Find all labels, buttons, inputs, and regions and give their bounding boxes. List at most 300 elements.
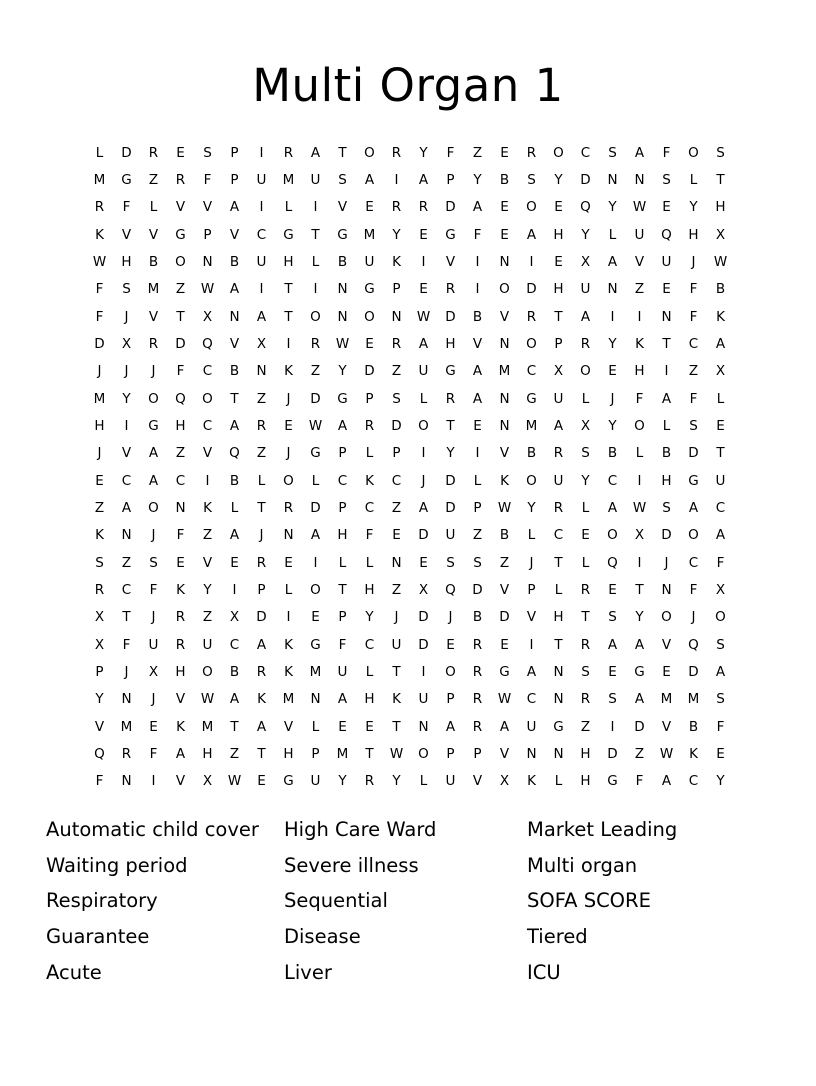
grid-cell[interactable]: C: [391, 472, 402, 489]
grid-cell[interactable]: M: [93, 171, 106, 188]
grid-cell[interactable]: R: [283, 500, 294, 516]
grid-cell[interactable]: Z: [94, 500, 105, 516]
grid-cell[interactable]: A: [310, 144, 321, 161]
grid-cell[interactable]: V: [283, 718, 294, 735]
grid-cell[interactable]: N: [499, 335, 510, 352]
grid-cell[interactable]: Z: [256, 390, 267, 407]
grid-cell[interactable]: F: [203, 171, 212, 188]
grid-cell[interactable]: H: [337, 527, 348, 544]
grid-cell[interactable]: E: [500, 144, 509, 161]
grid-cell[interactable]: G: [310, 636, 321, 653]
grid-cell[interactable]: A: [634, 691, 645, 708]
word-list-item[interactable]: High Care Ward: [284, 817, 437, 841]
grid-cell[interactable]: U: [634, 226, 645, 243]
grid-cell[interactable]: E: [473, 417, 482, 434]
grid-cell[interactable]: G: [283, 226, 294, 243]
grid-cell[interactable]: K: [284, 363, 293, 380]
grid-cell[interactable]: Y: [608, 417, 617, 434]
grid-cell[interactable]: D: [661, 527, 672, 544]
grid-cell[interactable]: L: [284, 199, 293, 216]
grid-cell[interactable]: O: [715, 609, 726, 626]
grid-cell[interactable]: R: [121, 746, 132, 763]
grid-cell[interactable]: X: [202, 773, 213, 790]
grid-cell[interactable]: E: [662, 664, 671, 681]
grid-cell[interactable]: S: [95, 554, 104, 571]
grid-cell[interactable]: N: [418, 718, 429, 735]
grid-cell[interactable]: V: [499, 582, 510, 599]
grid-cell[interactable]: A: [445, 718, 456, 735]
grid-cell[interactable]: V: [472, 773, 483, 790]
grid-cell[interactable]: E: [662, 281, 671, 298]
grid-cell[interactable]: S: [716, 691, 725, 708]
grid-cell[interactable]: Z: [310, 363, 321, 380]
grid-cell[interactable]: C: [526, 363, 537, 380]
grid-cell[interactable]: K: [365, 472, 374, 489]
grid-cell[interactable]: J: [286, 390, 291, 407]
grid-cell[interactable]: K: [635, 335, 644, 352]
grid-cell[interactable]: W: [92, 253, 107, 270]
grid-cell[interactable]: V: [175, 199, 186, 216]
grid-cell[interactable]: E: [365, 199, 374, 216]
grid-cell[interactable]: B: [499, 171, 510, 188]
grid-cell[interactable]: I: [475, 253, 480, 270]
grid-cell[interactable]: Y: [716, 773, 725, 790]
grid-cell[interactable]: V: [148, 308, 159, 325]
grid-cell[interactable]: N: [553, 691, 564, 708]
grid-cell[interactable]: I: [394, 171, 399, 188]
grid-cell[interactable]: L: [554, 582, 563, 599]
grid-cell[interactable]: G: [553, 718, 564, 735]
grid-cell[interactable]: O: [148, 390, 159, 407]
grid-cell[interactable]: H: [283, 746, 294, 763]
grid-cell[interactable]: B: [661, 445, 672, 462]
grid-cell[interactable]: Y: [608, 335, 617, 352]
grid-cell[interactable]: Y: [527, 500, 536, 516]
grid-cell[interactable]: N: [634, 171, 645, 188]
grid-cell[interactable]: J: [610, 390, 615, 407]
grid-cell[interactable]: R: [148, 144, 159, 161]
grid-cell[interactable]: Z: [121, 554, 132, 571]
grid-cell[interactable]: T: [284, 281, 293, 298]
grid-cell[interactable]: E: [554, 199, 563, 216]
grid-cell[interactable]: F: [446, 144, 455, 161]
grid-cell[interactable]: S: [608, 691, 617, 708]
grid-cell[interactable]: F: [473, 226, 482, 243]
grid-cell[interactable]: Y: [419, 144, 428, 161]
grid-cell[interactable]: M: [687, 691, 700, 708]
grid-cell[interactable]: V: [472, 335, 483, 352]
grid-cell[interactable]: K: [689, 746, 698, 763]
grid-cell[interactable]: X: [580, 417, 591, 434]
grid-cell[interactable]: C: [202, 417, 213, 434]
grid-cell[interactable]: C: [580, 144, 591, 161]
word-list-item[interactable]: SOFA SCORE: [527, 889, 651, 913]
grid-cell[interactable]: K: [284, 636, 293, 653]
grid-cell[interactable]: M: [120, 718, 133, 735]
grid-cell[interactable]: G: [283, 773, 294, 790]
grid-cell[interactable]: I: [124, 417, 129, 434]
grid-cell[interactable]: J: [259, 527, 264, 544]
grid-cell[interactable]: R: [148, 335, 159, 352]
grid-cell[interactable]: A: [256, 308, 267, 325]
grid-cell[interactable]: I: [286, 609, 291, 626]
grid-cell[interactable]: B: [688, 718, 699, 735]
grid-cell[interactable]: L: [149, 199, 158, 216]
grid-cell[interactable]: Y: [446, 445, 455, 462]
grid-cell[interactable]: S: [662, 500, 671, 516]
grid-cell[interactable]: C: [364, 500, 375, 516]
grid-cell[interactable]: H: [661, 472, 672, 489]
grid-cell[interactable]: U: [256, 253, 267, 270]
grid-cell[interactable]: L: [365, 664, 374, 681]
grid-cell[interactable]: X: [202, 308, 213, 325]
grid-cell[interactable]: A: [634, 636, 645, 653]
grid-cell[interactable]: P: [203, 226, 212, 243]
grid-cell[interactable]: P: [365, 390, 374, 407]
grid-cell[interactable]: A: [337, 417, 348, 434]
grid-cell[interactable]: Y: [635, 609, 644, 626]
grid-cell[interactable]: W: [497, 500, 512, 516]
grid-cell[interactable]: R: [472, 636, 483, 653]
grid-cell[interactable]: I: [529, 636, 534, 653]
grid-cell[interactable]: O: [310, 582, 321, 599]
grid-cell[interactable]: R: [256, 664, 267, 681]
grid-cell[interactable]: I: [637, 554, 642, 571]
grid-cell[interactable]: C: [688, 335, 699, 352]
grid-cell[interactable]: D: [418, 527, 429, 544]
grid-cell[interactable]: I: [664, 363, 669, 380]
grid-cell[interactable]: D: [445, 500, 456, 516]
grid-cell[interactable]: O: [364, 144, 375, 161]
grid-cell[interactable]: J: [691, 609, 696, 626]
grid-cell[interactable]: F: [122, 199, 131, 216]
grid-cell[interactable]: C: [121, 472, 132, 489]
grid-cell[interactable]: F: [662, 144, 671, 161]
grid-cell[interactable]: C: [121, 582, 132, 599]
word-list-item[interactable]: Market Leading: [527, 817, 678, 841]
grid-cell[interactable]: M: [147, 281, 160, 298]
grid-cell[interactable]: N: [337, 308, 348, 325]
grid-cell[interactable]: V: [175, 773, 186, 790]
grid-cell[interactable]: E: [716, 746, 725, 763]
grid-cell[interactable]: Y: [581, 472, 590, 489]
grid-cell[interactable]: U: [310, 773, 321, 790]
grid-cell[interactable]: Z: [175, 445, 186, 462]
grid-cell[interactable]: P: [392, 281, 401, 298]
grid-cell[interactable]: G: [310, 445, 321, 462]
grid-cell[interactable]: E: [365, 718, 374, 735]
grid-cell[interactable]: T: [284, 308, 293, 325]
grid-cell[interactable]: I: [610, 308, 615, 325]
grid-cell[interactable]: C: [175, 472, 186, 489]
grid-cell[interactable]: A: [310, 527, 321, 544]
grid-cell[interactable]: U: [526, 718, 537, 735]
grid-cell[interactable]: T: [122, 609, 131, 626]
grid-cell[interactable]: T: [554, 308, 563, 325]
grid-cell[interactable]: F: [365, 527, 374, 544]
grid-cell[interactable]: R: [580, 691, 591, 708]
grid-cell[interactable]: M: [309, 664, 322, 681]
word-list-item[interactable]: Respiratory: [46, 889, 158, 913]
grid-cell[interactable]: U: [715, 472, 726, 489]
grid-cell[interactable]: R: [283, 144, 294, 161]
grid-cell[interactable]: J: [421, 472, 426, 489]
grid-cell[interactable]: O: [553, 144, 564, 161]
grid-cell[interactable]: A: [418, 335, 429, 352]
grid-cell[interactable]: U: [391, 636, 402, 653]
grid-cell[interactable]: L: [311, 253, 320, 270]
grid-cell[interactable]: N: [661, 582, 672, 599]
grid-cell[interactable]: T: [257, 500, 266, 516]
grid-cell[interactable]: A: [661, 773, 672, 790]
word-list-item[interactable]: Disease: [284, 925, 361, 949]
grid-cell[interactable]: R: [94, 199, 105, 216]
grid-cell[interactable]: U: [202, 636, 213, 653]
grid-cell[interactable]: E: [419, 554, 428, 571]
grid-cell[interactable]: R: [580, 335, 591, 352]
grid-cell[interactable]: N: [526, 746, 537, 763]
grid-cell[interactable]: T: [311, 226, 320, 243]
grid-cell[interactable]: D: [364, 363, 375, 380]
grid-cell[interactable]: Q: [607, 554, 618, 571]
grid-cell[interactable]: Y: [581, 226, 590, 243]
grid-cell[interactable]: G: [688, 472, 699, 489]
grid-cell[interactable]: I: [205, 472, 210, 489]
grid-cell[interactable]: T: [176, 308, 185, 325]
grid-cell[interactable]: X: [715, 226, 726, 243]
grid-cell[interactable]: C: [688, 773, 699, 790]
grid-cell[interactable]: P: [95, 664, 104, 681]
grid-cell[interactable]: E: [662, 199, 671, 216]
grid-cell[interactable]: I: [313, 554, 318, 571]
grid-cell[interactable]: R: [310, 335, 321, 352]
grid-cell[interactable]: E: [500, 199, 509, 216]
grid-cell[interactable]: X: [94, 636, 105, 653]
grid-cell[interactable]: E: [338, 718, 347, 735]
grid-cell[interactable]: J: [151, 609, 156, 626]
grid-cell[interactable]: O: [688, 144, 699, 161]
grid-cell[interactable]: O: [526, 472, 537, 489]
grid-cell[interactable]: M: [525, 417, 538, 434]
grid-cell[interactable]: K: [176, 718, 185, 735]
grid-cell[interactable]: Z: [391, 582, 402, 599]
grid-cell[interactable]: U: [418, 691, 429, 708]
grid-cell[interactable]: L: [311, 472, 320, 489]
grid-cell[interactable]: B: [526, 445, 537, 462]
grid-cell[interactable]: Z: [634, 281, 645, 298]
grid-cell[interactable]: H: [580, 773, 591, 790]
grid-cell[interactable]: B: [229, 253, 240, 270]
grid-cell[interactable]: X: [148, 664, 159, 681]
grid-cell[interactable]: A: [472, 199, 483, 216]
grid-cell[interactable]: P: [473, 500, 482, 516]
grid-cell[interactable]: I: [421, 445, 426, 462]
grid-cell[interactable]: M: [201, 718, 214, 735]
grid-cell[interactable]: U: [148, 636, 159, 653]
grid-cell[interactable]: B: [229, 363, 240, 380]
grid-cell[interactable]: A: [499, 718, 510, 735]
grid-cell[interactable]: Z: [391, 363, 402, 380]
grid-cell[interactable]: Y: [338, 773, 347, 790]
grid-cell[interactable]: F: [338, 636, 347, 653]
grid-cell[interactable]: M: [336, 746, 349, 763]
grid-cell[interactable]: S: [716, 144, 725, 161]
grid-cell[interactable]: B: [229, 472, 240, 489]
grid-cell[interactable]: O: [688, 527, 699, 544]
grid-cell[interactable]: T: [554, 554, 563, 571]
grid-cell[interactable]: P: [446, 691, 455, 708]
grid-cell[interactable]: N: [337, 281, 348, 298]
grid-cell[interactable]: R: [472, 718, 483, 735]
grid-cell[interactable]: O: [580, 363, 591, 380]
grid-cell[interactable]: A: [229, 691, 240, 708]
grid-cell[interactable]: M: [363, 226, 376, 243]
grid-cell[interactable]: P: [257, 582, 266, 599]
grid-cell[interactable]: O: [148, 500, 159, 516]
grid-cell[interactable]: L: [95, 144, 104, 161]
grid-cell[interactable]: A: [229, 527, 240, 544]
grid-cell[interactable]: D: [310, 500, 321, 516]
grid-cell[interactable]: R: [445, 390, 456, 407]
grid-cell[interactable]: L: [473, 472, 482, 489]
grid-cell[interactable]: V: [499, 308, 510, 325]
grid-cell[interactable]: J: [124, 308, 129, 325]
grid-cell[interactable]: F: [122, 636, 131, 653]
grid-cell[interactable]: J: [124, 664, 129, 681]
grid-cell[interactable]: Y: [392, 226, 401, 243]
grid-cell[interactable]: L: [284, 582, 293, 599]
grid-cell[interactable]: E: [95, 472, 104, 489]
grid-cell[interactable]: B: [148, 253, 159, 270]
grid-cell[interactable]: A: [688, 500, 699, 516]
grid-cell[interactable]: Y: [473, 171, 482, 188]
grid-cell[interactable]: G: [499, 664, 510, 681]
grid-cell[interactable]: L: [365, 554, 374, 571]
grid-cell[interactable]: A: [607, 636, 618, 653]
grid-cell[interactable]: T: [554, 636, 563, 653]
grid-cell[interactable]: P: [527, 582, 536, 599]
grid-cell[interactable]: E: [149, 718, 158, 735]
grid-cell[interactable]: S: [581, 445, 590, 462]
grid-cell[interactable]: B: [229, 664, 240, 681]
grid-cell[interactable]: H: [580, 746, 591, 763]
grid-cell[interactable]: D: [445, 308, 456, 325]
grid-cell[interactable]: B: [472, 308, 483, 325]
grid-cell[interactable]: P: [446, 171, 455, 188]
grid-cell[interactable]: U: [445, 773, 456, 790]
grid-cell[interactable]: D: [418, 636, 429, 653]
grid-cell[interactable]: L: [365, 445, 374, 462]
grid-cell[interactable]: O: [634, 417, 645, 434]
grid-cell[interactable]: M: [660, 691, 673, 708]
grid-cell[interactable]: Y: [338, 363, 347, 380]
grid-cell[interactable]: P: [473, 746, 482, 763]
grid-cell[interactable]: T: [446, 417, 455, 434]
grid-cell[interactable]: G: [175, 226, 186, 243]
grid-cell[interactable]: A: [580, 308, 591, 325]
grid-cell[interactable]: E: [554, 253, 563, 270]
grid-cell[interactable]: A: [607, 253, 618, 270]
grid-cell[interactable]: X: [418, 582, 429, 599]
grid-cell[interactable]: F: [95, 281, 104, 298]
grid-cell[interactable]: Z: [202, 609, 213, 626]
grid-cell[interactable]: F: [149, 746, 158, 763]
grid-cell[interactable]: W: [632, 199, 647, 216]
grid-cell[interactable]: Q: [175, 390, 186, 407]
grid-cell[interactable]: C: [553, 527, 564, 544]
grid-cell[interactable]: K: [527, 773, 536, 790]
grid-cell[interactable]: A: [472, 390, 483, 407]
grid-cell[interactable]: N: [121, 527, 132, 544]
grid-cell[interactable]: X: [229, 609, 240, 626]
grid-cell[interactable]: D: [445, 472, 456, 489]
grid-cell[interactable]: H: [364, 691, 375, 708]
grid-cell[interactable]: M: [93, 390, 106, 407]
grid-cell[interactable]: K: [500, 472, 509, 489]
grid-cell[interactable]: E: [419, 281, 428, 298]
grid-cell[interactable]: A: [256, 718, 267, 735]
grid-cell[interactable]: H: [553, 226, 564, 243]
grid-cell[interactable]: F: [716, 718, 725, 735]
grid-cell[interactable]: P: [554, 335, 563, 352]
grid-cell[interactable]: M: [282, 171, 295, 188]
grid-cell[interactable]: O: [202, 664, 213, 681]
grid-cell[interactable]: H: [94, 417, 105, 434]
grid-cell[interactable]: D: [310, 390, 321, 407]
grid-cell[interactable]: N: [499, 253, 510, 270]
grid-cell[interactable]: A: [148, 472, 159, 489]
grid-cell[interactable]: J: [97, 445, 102, 462]
grid-cell[interactable]: U: [580, 281, 591, 298]
grid-cell[interactable]: N: [310, 691, 321, 708]
grid-cell[interactable]: F: [95, 773, 104, 790]
grid-cell[interactable]: A: [661, 390, 672, 407]
grid-cell[interactable]: A: [607, 500, 618, 516]
grid-cell[interactable]: I: [259, 144, 264, 161]
grid-cell[interactable]: E: [500, 636, 509, 653]
grid-cell[interactable]: K: [392, 691, 401, 708]
grid-cell[interactable]: S: [662, 171, 671, 188]
grid-cell[interactable]: R: [580, 582, 591, 599]
grid-cell[interactable]: W: [308, 417, 323, 434]
grid-cell[interactable]: N: [607, 281, 618, 298]
grid-cell[interactable]: U: [553, 390, 564, 407]
grid-cell[interactable]: S: [716, 636, 725, 653]
grid-cell[interactable]: X: [634, 527, 645, 544]
grid-cell[interactable]: L: [338, 554, 347, 571]
grid-cell[interactable]: E: [419, 226, 428, 243]
grid-cell[interactable]: D: [499, 609, 510, 626]
grid-cell[interactable]: A: [229, 281, 240, 298]
grid-cell[interactable]: A: [715, 527, 726, 544]
grid-cell[interactable]: A: [148, 445, 159, 462]
grid-cell[interactable]: Y: [689, 199, 698, 216]
grid-cell[interactable]: E: [716, 417, 725, 434]
grid-cell[interactable]: A: [337, 691, 348, 708]
grid-cell[interactable]: U: [310, 171, 321, 188]
grid-cell[interactable]: W: [227, 773, 242, 790]
grid-cell[interactable]: V: [175, 691, 186, 708]
grid-cell[interactable]: L: [581, 500, 590, 516]
grid-cell[interactable]: H: [175, 664, 186, 681]
word-search-grid[interactable]: [86, 140, 734, 796]
grid-cell[interactable]: E: [608, 664, 617, 681]
grid-cell[interactable]: R: [445, 281, 456, 298]
grid-cell[interactable]: V: [526, 609, 537, 626]
grid-cell[interactable]: M: [498, 363, 511, 380]
grid-cell[interactable]: F: [689, 390, 698, 407]
grid-cell[interactable]: W: [200, 281, 215, 298]
